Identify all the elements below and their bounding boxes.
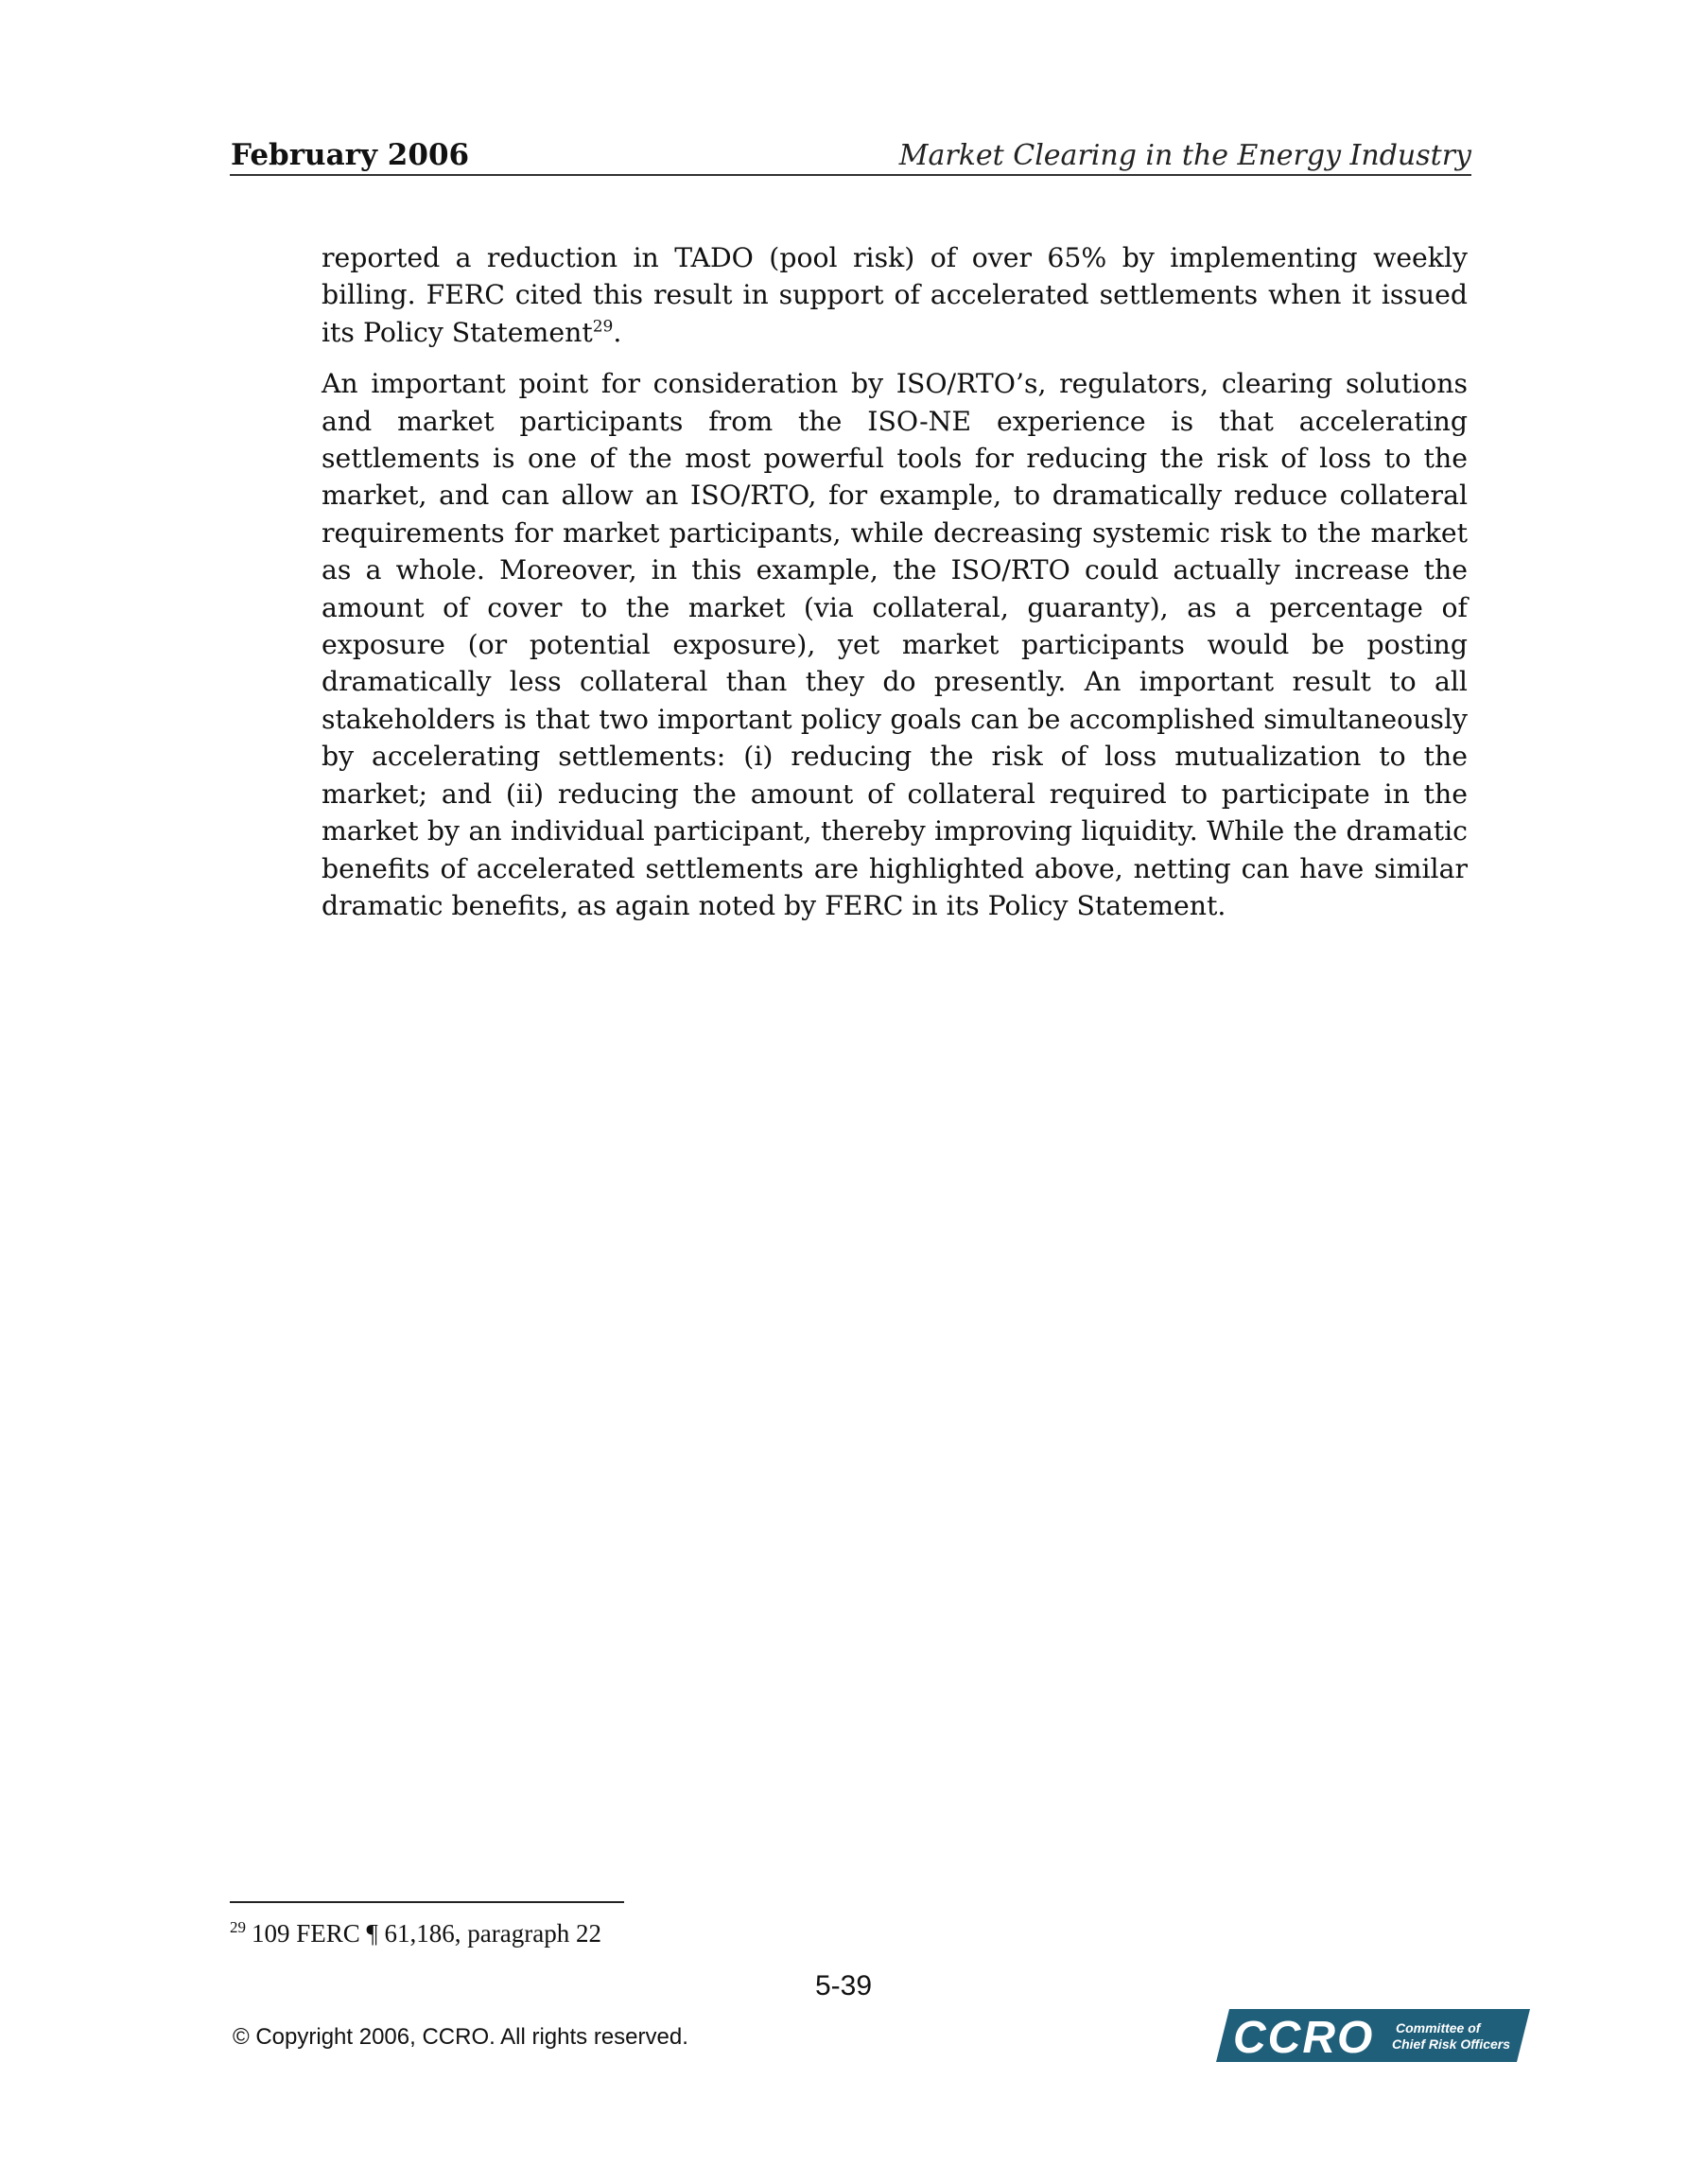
ccro-logo-tagline-1: Committee of	[1396, 2020, 1481, 2035]
ccro-logo	[1216, 2009, 1530, 2062]
footnote-reference[interactable]: 29	[592, 317, 614, 337]
footnote-separator	[230, 1901, 624, 1903]
main-body	[322, 239, 1468, 938]
footnote-number: 29	[230, 1918, 246, 1936]
header-date: February 2006	[231, 138, 470, 172]
copyright-notice: © Copyright 2006, CCRO. All rights reserved.	[233, 2024, 688, 2050]
page-number: 5-39	[814, 1970, 873, 2001]
paragraph-1-text: reported a reduction in TADO (pool risk) of over 65% by implementing weekly billing. FERC cited this result in support of accelerated settlements when it issued its Policy Statement	[322, 242, 1468, 348]
paragraph-1	[322, 239, 1468, 351]
paragraph-1-end: .	[613, 316, 622, 348]
paragraph-2: An important point for consideration by ISO/RTO’s, regulators, clearing solutions and market participants from the ISO-NE experience is that accelerating settlements is one of the most powerful tools for reducing the risk of loss to the market, and can allow an ISO/RTO, for example, to dramatically reduce collateral requirements for market participants, while decreasing systemic risk to the market as a whole. Moreover, in this example, the ISO/RTO could actually increase the amount of cover to the market (via collateral, guaranty), as a percentage of exposure (or potential exposure), yet market participants would be posting dramatically less collateral than they do presently. An important result to all stakeholders is that two important policy goals can be accomplished simultaneously by accelerating settlements: (i) reducing the risk of loss mutualization to the market; and (ii) reducing the amount of collateral required to participate in the market by an individual participant, thereby improving liquidity. While the dramatic benefits of accelerated settlements are highlighted above, netting can have similar dramatic benefits, as again noted by FERC in its Policy Statement.	[322, 368, 1468, 921]
ccro-logo-tagline-2: Chief Risk Officers	[1392, 2036, 1511, 2052]
page-header	[230, 132, 1471, 176]
header-document-title: Market Clearing in the Energy Industry	[898, 139, 1471, 172]
footnote	[230, 1918, 601, 1948]
footnote-text: 109 FERC ¶ 61,186, paragraph 22	[252, 1919, 601, 1948]
ccro-logo-wordmark: CCRO	[1233, 2013, 1375, 2062]
